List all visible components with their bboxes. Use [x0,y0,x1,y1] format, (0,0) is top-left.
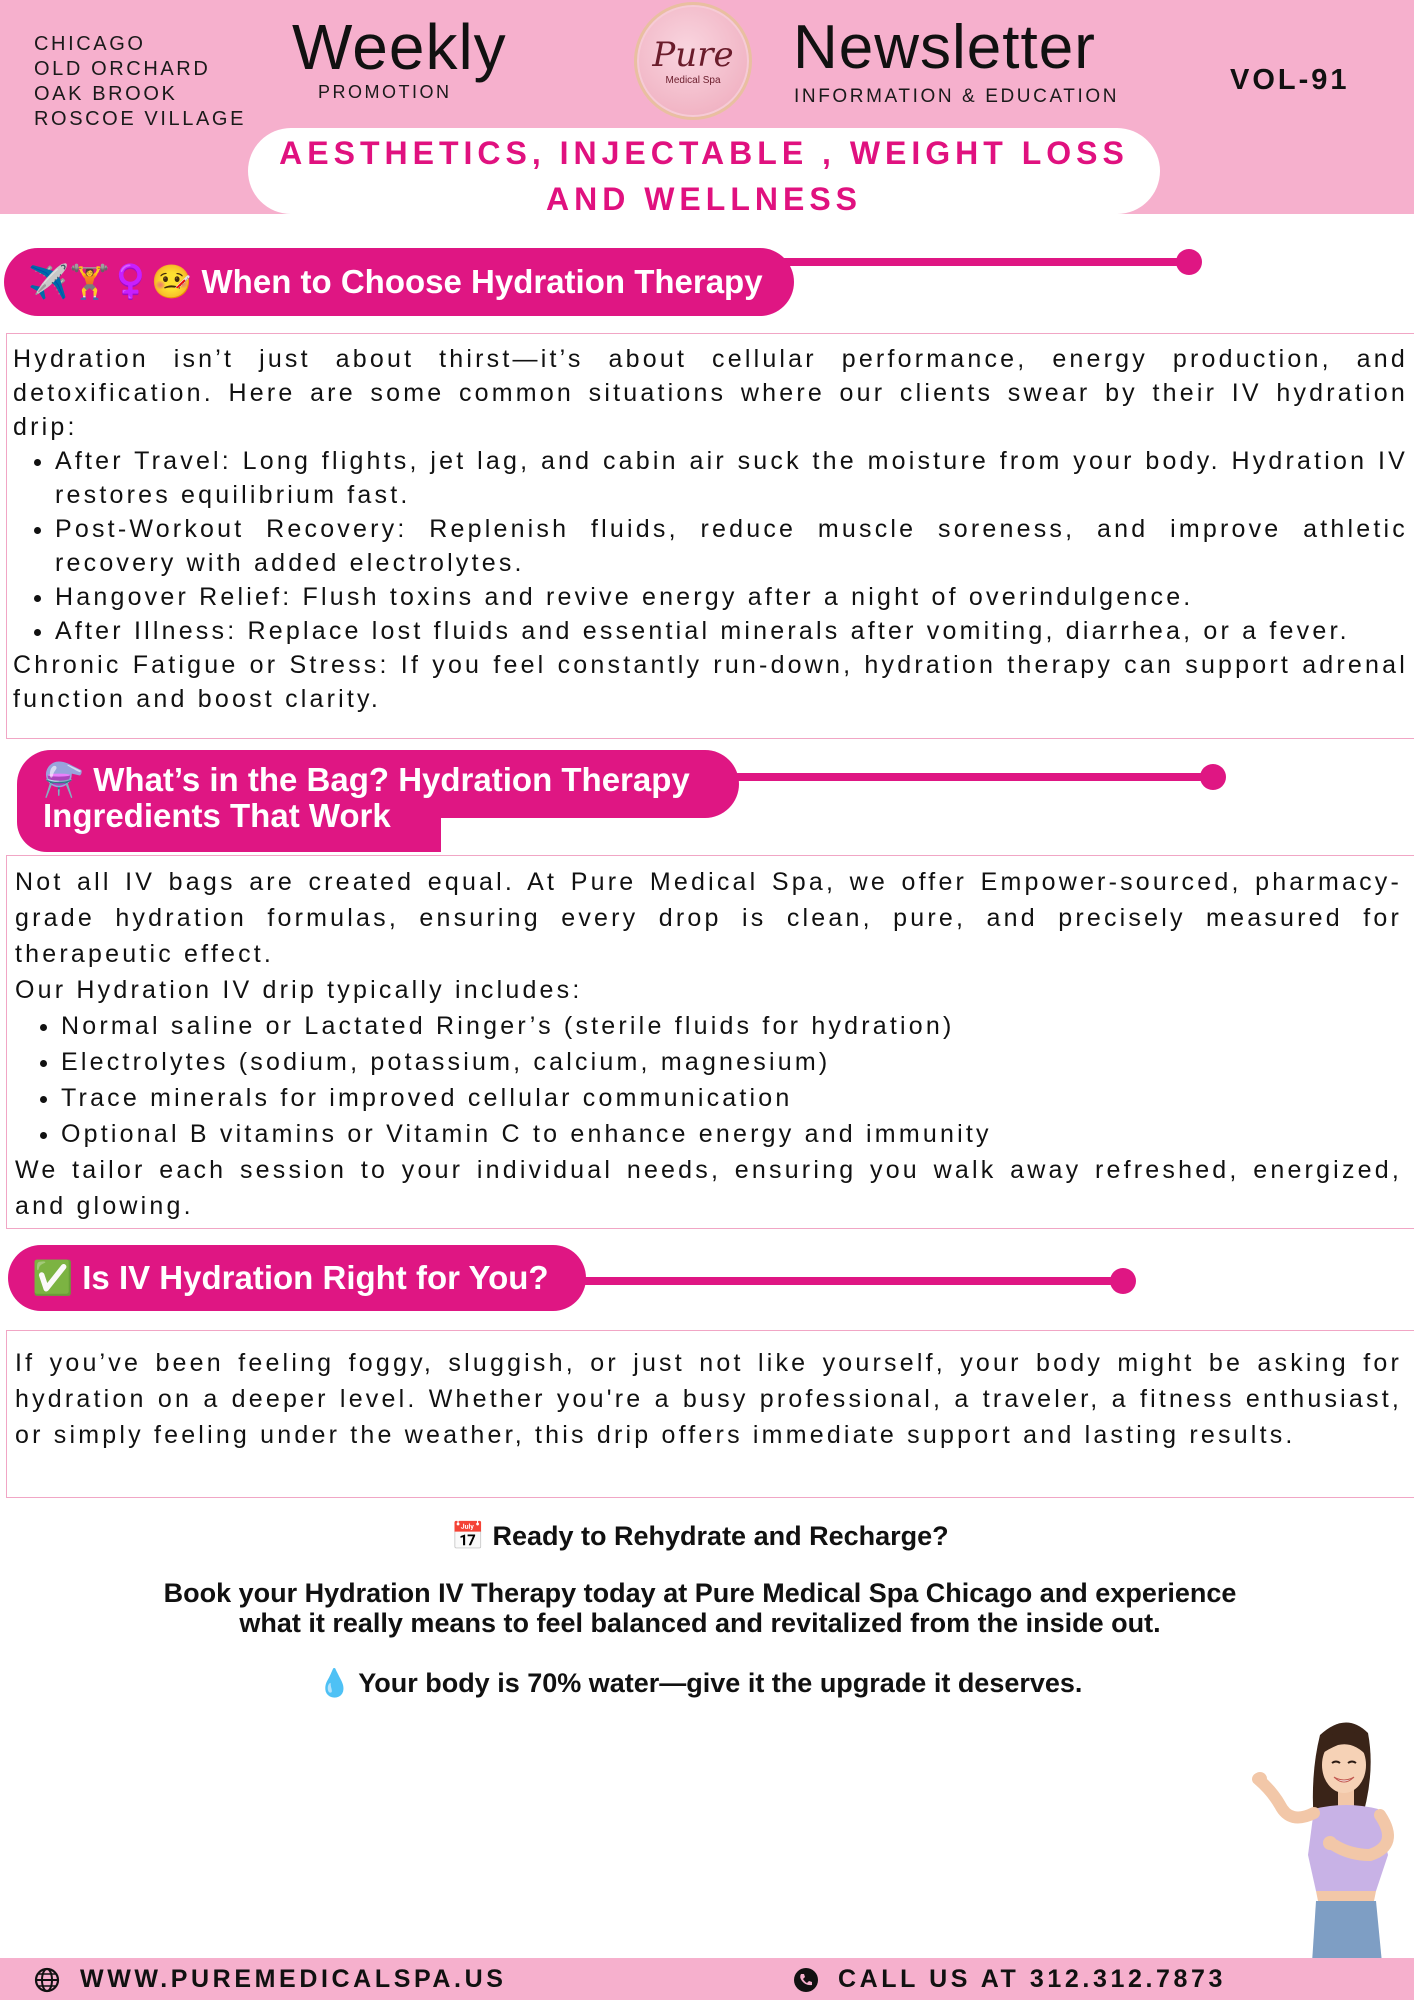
section-2-title-line-2: Ingredients That Work [43,797,391,834]
section-3-heading [8,1245,586,1311]
section-2-closing: We tailor each session to your individual needs, ensuring you walk away refreshed, energized, and glowing. [15,1156,1402,1220]
pure-logo [634,2,752,120]
list-item: • Post-Workout Recovery: Replenish fluids, reduce muscle soreness, and improve athletic recovery with added electrolytes. [55,512,1408,580]
section-3-textbox [6,1330,1414,1498]
section-1-textbox [6,333,1414,739]
phone-number-link[interactable]: CALL US AT 312.312.7873 [838,1965,1227,1993]
section-1-heading [4,248,794,316]
phone-icon [793,1967,819,1993]
list-item: • Normal saline or Lactated Ringer’s (sterile fluids for hydration) [61,1008,1402,1044]
section-2-rule [730,773,1220,781]
section-3-title: Is IV Hydration Right for You? [82,1259,549,1296]
section-2-rule-dot [1200,764,1226,790]
smiling-woman-photo [1250,1705,1414,1963]
section-1-list [13,444,1408,648]
location-list [34,32,246,132]
header-banner [0,0,1414,217]
tagline-banner [248,128,1160,217]
website-link[interactable]: WWW.PUREMEDICALSPA.US [80,1965,507,1993]
list-item: • Electrolytes (sodium, potassium, calcium, magnesium) [61,1044,1402,1080]
section-2-heading [17,750,757,852]
weekly-heading: Weekly [292,11,507,83]
section-1-rule-dot [1176,249,1202,275]
list-item: • Optional B vitamins or Vitamin C to enhance energy and immunity [61,1116,1402,1152]
globe-icon [34,1967,60,1993]
travel-workout-sick-emoji-icon: ✈️🏋️♀️🤒 [28,262,193,301]
cta-title-text: Ready to Rehydrate and Recharge? [492,1521,949,1551]
list-item: • Hangover Relief: Flush toxins and revive energy after a night of overindulgence. [55,580,1408,614]
location-item: OAK BROOK [34,83,178,105]
check-mark-emoji-icon: ✅ [32,1258,74,1297]
water-drop-emoji-icon: 💧 [317,1668,352,1699]
section-1-rule [780,258,1190,266]
cta-note-text: Your body is 70% water—give it the upgrade it deserves. [358,1668,1083,1698]
list-item: • After Travel: Long flights, jet lag, and cabin air suck the moisture from your body. Hydration IV restores equilibrium fast. [55,444,1408,512]
volume-number: VOL-91 [1230,64,1350,96]
list-item: • Trace minerals for improved cellular communication [61,1080,1402,1116]
list-item: • After Illness: Replace lost fluids and essential minerals after vomiting, diarrhea, or a fever. [55,614,1408,648]
section-2-lead: Our Hydration IV drip typically includes: [15,976,583,1004]
section-3-rule-dot [1110,1268,1136,1294]
section-3-rule [560,1277,1130,1285]
cta-note [100,1667,1300,1699]
section-2-list [15,1008,1402,1152]
info-education-label: INFORMATION & EDUCATION [794,86,1120,107]
tagline-line-1: AESTHETICS, INJECTABLE , WEIGHT LOSS [279,135,1129,171]
location-item: CHICAGO [34,33,146,55]
section-1-intro: Hydration isn’t just about thirst—it’s about cellular performance, energy production, and detoxification. Here are some common situations where our clients swear by their IV hydration drip: [13,345,1408,441]
tagline-line-2: AND WELLNESS [546,181,862,217]
section-2-title-line-1: What’s in the Bag? Hydration Therapy [93,761,690,798]
logo-subtext: Medical Spa [665,75,721,86]
cta-title [100,1520,1300,1552]
cta-body: Book your Hydration IV Therapy today at Pure Medical Spa Chicago and experience what it really means to feel balanced and revitalized from the inside out. [163,1578,1237,1638]
flask-emoji-icon: ⚗️ [43,760,85,799]
section-2-intro: Not all IV bags are created equal. At Pure Medical Spa, we offer Empower-sourced, pharmacy-grade hydration formulas, ensuring every drop is clean, pure, and precisely measured for therapeutic effect. [15,868,1402,968]
logo-wordmark: Pure [652,35,734,75]
newsletter-heading: Newsletter [793,13,1096,82]
section-1-closing: Chronic Fatigue or Stress: If you feel constantly run-down, hydration therapy can support adrenal function and boost clarity. [13,651,1408,713]
section-3-body: If you’ve been feeling foggy, sluggish, or just not like yourself, your body might be asking for hydration on a deeper level. Whether you're a busy professional, a traveler, a fitness enthusiast, or simply feeling under the weather, this drip offers immediate support and lasting results. [15,1349,1402,1449]
section-1-title: When to Choose Hydration Therapy [201,263,763,300]
location-item: OLD ORCHARD [34,58,211,80]
calendar-emoji-icon: 📅 [451,1521,485,1552]
footer-bar [0,1958,1414,2000]
location-item: ROSCOE VILLAGE [34,108,247,130]
promotion-label: PROMOTION [318,82,452,102]
section-2-textbox [6,855,1414,1229]
